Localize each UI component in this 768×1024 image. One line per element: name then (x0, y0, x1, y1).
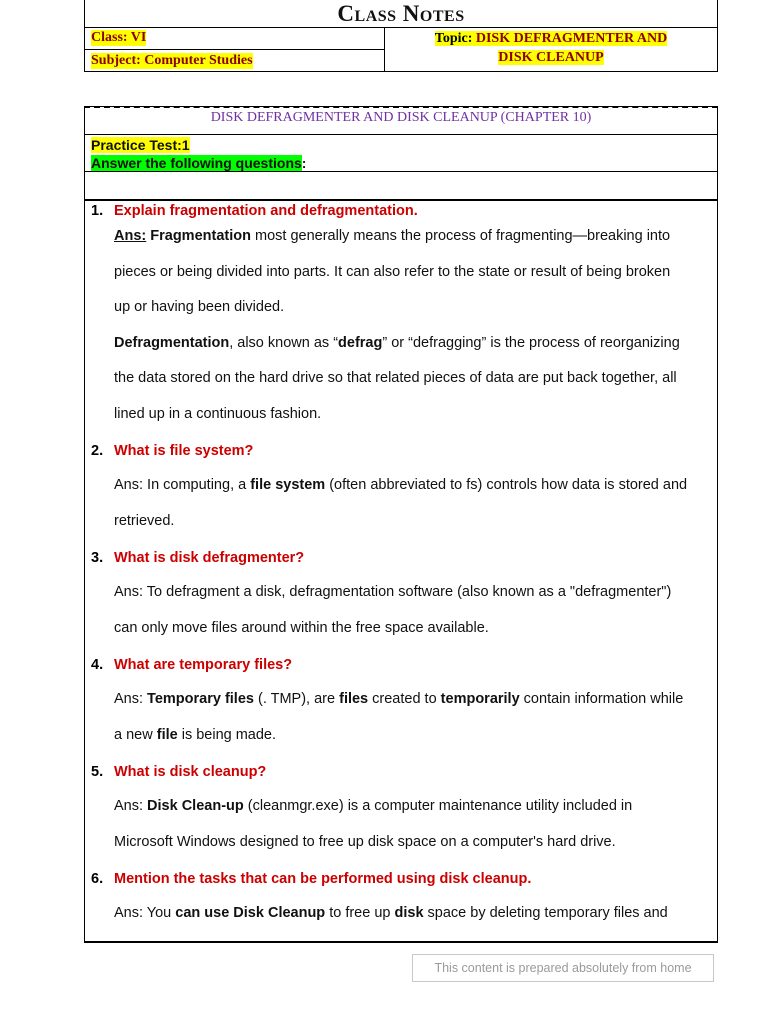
answer-text: Ans: (114, 798, 148, 814)
topic-value-line2: DISK CLEANUP (498, 50, 604, 65)
question-3 (91, 549, 304, 567)
header-left-cells (85, 27, 385, 71)
box-bottom-border (84, 941, 718, 943)
answer-text: up or having been divided. (114, 299, 285, 316)
practice-test-block (91, 136, 306, 172)
question-number: 4. (91, 657, 104, 673)
practice-test-label: Practice Test:1 (91, 137, 190, 153)
answer-text: lined up in a continuous fashion. (114, 405, 322, 422)
question-number: 2. (91, 443, 104, 459)
subject-label: Subject: Computer Studies (91, 53, 253, 68)
footer-note: This content is prepared absolutely from home (412, 954, 714, 982)
question-number: 3. (91, 550, 104, 566)
answer-text: Ans: In computing, a (114, 477, 251, 493)
instruction-label: Answer the following questions (91, 155, 302, 171)
header-table (84, 0, 718, 72)
answer-text: is being made. (177, 726, 277, 743)
term-files: files (339, 691, 369, 707)
answer-text: (cleanmgr.exe) is a computer maintenance utility included in (243, 798, 633, 814)
question-text: What are temporary files? (114, 657, 293, 673)
term-defrag: defrag (338, 334, 383, 351)
question-1 (91, 202, 418, 220)
question-number: 1. (91, 203, 104, 219)
answer-text: pieces or being divided into parts. It can also refer to the state or result of being broken (114, 263, 671, 280)
answer-text: a new (114, 726, 157, 743)
divider (85, 171, 717, 172)
term-temporarily: temporarily (440, 691, 520, 707)
answer-text: created to (368, 691, 441, 707)
class-label: Class: VI (91, 30, 147, 45)
term-temporary-files: Temporary files (147, 691, 254, 707)
answer-text: , also known as “ (229, 334, 339, 351)
term-use-disk-cleanup: can use Disk Cleanup (175, 905, 326, 921)
class-cell (85, 27, 384, 50)
term-disk-cleanup: Disk Clean-up (147, 798, 244, 814)
question-number: 5. (91, 764, 104, 780)
instruction-colon: : (301, 155, 307, 171)
topic-key: Topic: (434, 31, 473, 46)
answer-text: Ans: To defragment a disk, defragmentation software (also known as a "defragmenter") (114, 584, 672, 600)
subject-cell (85, 50, 384, 71)
answer-4 (114, 682, 714, 753)
term-defragmentation: Defragmentation (114, 334, 230, 351)
question-text: What is disk defragmenter? (114, 550, 305, 566)
term-disk: disk (394, 905, 424, 921)
answer-2 (114, 468, 714, 539)
question-6 (91, 870, 531, 888)
topic-value-line1: DISK DEFRAGMENTER AND (475, 31, 668, 46)
answer-text: most generally means the process of fragmenting—breaking into (250, 228, 671, 244)
chapter-title: DISK DEFRAGMENTER AND DISK CLEANUP (CHAPTER 10) (85, 107, 717, 135)
divider (85, 199, 717, 201)
answer-3 (114, 575, 714, 646)
content-box (84, 106, 718, 942)
answer-text: Microsoft Windows designed to free up disk space on a computer's hard drive. (114, 833, 616, 850)
answer-text: Ans: (114, 691, 148, 707)
answer-text: (often abbreviated to fs) controls how data is stored and (325, 477, 688, 493)
question-text: Mention the tasks that can be performed using disk cleanup. (114, 871, 532, 887)
answer-text: space by deleting temporary files and (423, 905, 668, 921)
question-text: What is disk cleanup? (114, 764, 267, 780)
term-file-system: file system (250, 477, 326, 493)
topic-cell (385, 27, 717, 71)
question-text: What is file system? (114, 443, 254, 459)
answer-text: retrieved. (114, 512, 175, 529)
answer-text: can only move files around within the free space available. (114, 619, 489, 636)
question-2 (91, 442, 253, 460)
question-4 (91, 656, 292, 674)
ans-label: Ans: (114, 228, 147, 244)
answer-text: Ans: You (114, 905, 176, 921)
answer-text: (. TMP), are (253, 691, 340, 707)
question-5 (91, 763, 266, 781)
document-title: Class Notes (85, 0, 717, 28)
term-fragmentation: Fragmentation (150, 228, 251, 244)
question-text: Explain fragmentation and defragmentation. (114, 203, 418, 219)
term-file: file (156, 726, 178, 743)
answer-text: contain information while (519, 691, 684, 707)
answer-5 (114, 789, 714, 860)
question-number: 6. (91, 871, 104, 887)
answer-text: to free up (325, 905, 395, 921)
answer-6 (114, 896, 714, 932)
answer-text: the data stored on the hard drive so that related pieces of data are put back together, all (114, 370, 677, 387)
answer-text: ” or “defragging” is the process of reorganizing (382, 334, 680, 351)
answer-1 (114, 219, 714, 433)
